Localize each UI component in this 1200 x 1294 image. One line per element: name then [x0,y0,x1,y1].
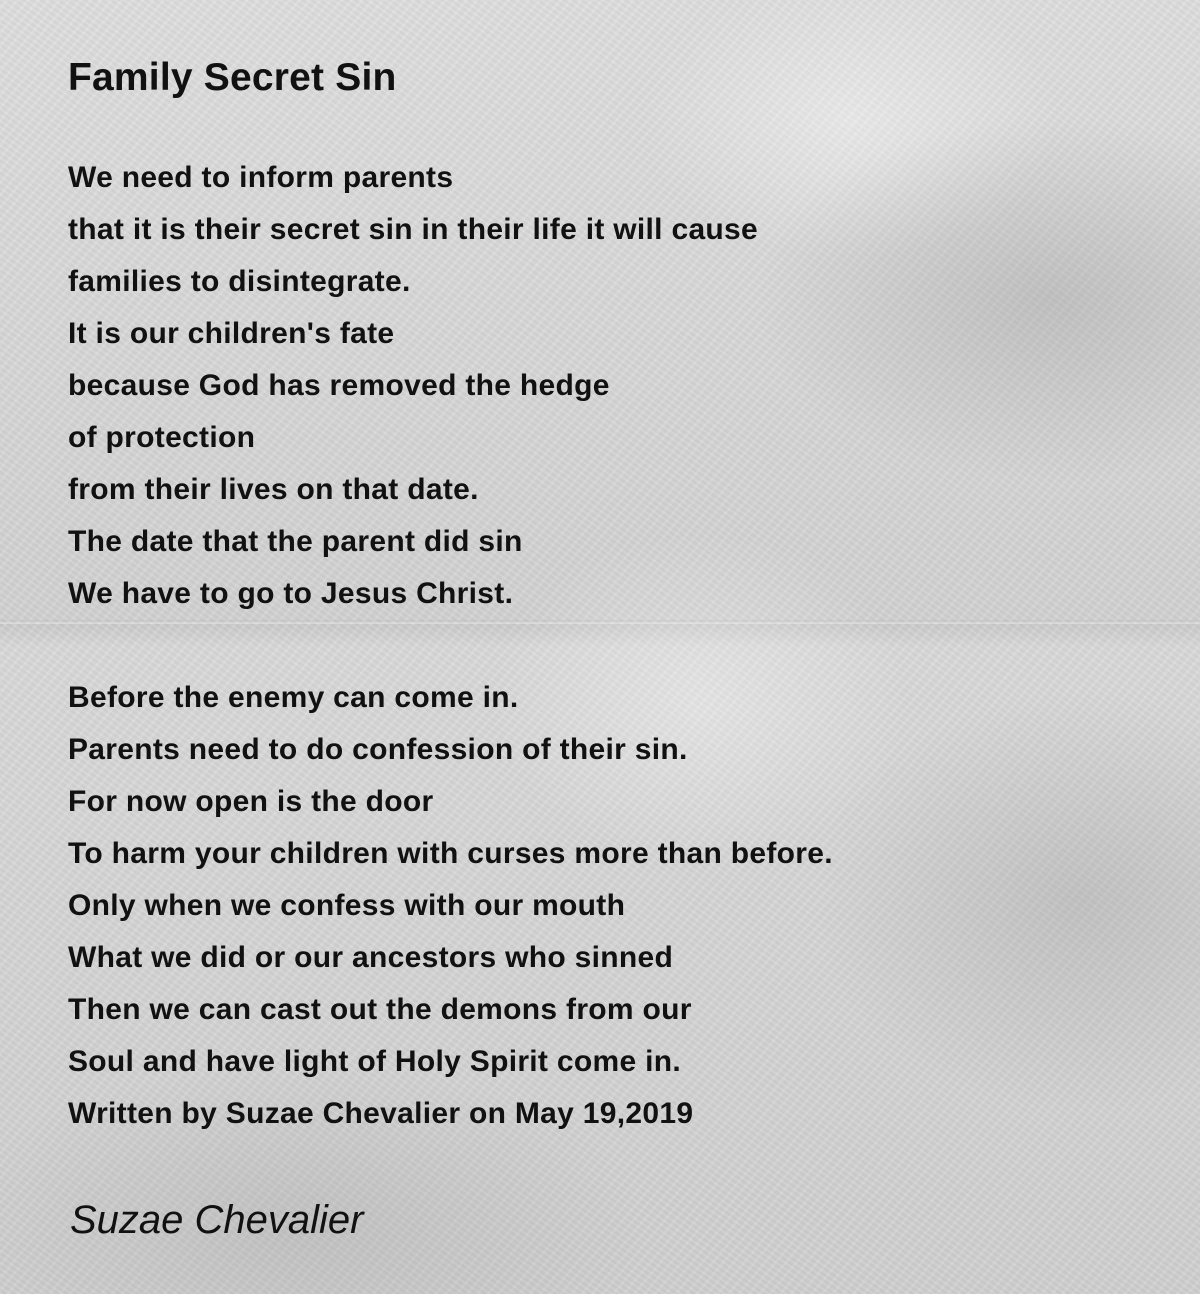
poem-line: What we did or our ancestors who sinned [68,941,674,974]
poem-line: Only when we confess with our mouth [68,889,626,922]
poem-line: We need to inform parents [68,161,454,194]
poem-line: For now open is the door [68,785,434,818]
poem-line: from their lives on that date. [68,473,479,506]
poem-line: families to disintegrate. [68,265,411,298]
poem-title: Family Secret Sin [68,56,397,99]
poem-line: Soul and have light of Holy Spirit come in. [68,1045,681,1078]
poem-author: Suzae Chevalier [70,1198,364,1242]
poem-line: We have to go to Jesus Christ. [68,577,514,610]
stanza-2 [68,672,1148,1140]
poem-line: of protection [68,421,256,454]
poem-signature-line: Written by Suzae Chevalier on May 19,2019 [68,1097,694,1130]
poem-line: that it is their secret sin in their life it will cause [68,213,759,246]
poem-line: because God has removed the hedge [68,369,610,402]
poem-line: The date that the parent did sin [68,525,523,558]
stanza-1 [68,152,1148,620]
poem-line: It is our children's fate [68,317,395,350]
poem-body [68,50,1148,1140]
poem-line: Parents need to do confession of their sin. [68,733,688,766]
poem-line: Then we can cast out the demons from our [68,993,692,1026]
poem-line: To harm your children with curses more than before. [68,837,833,870]
poem-line: Before the enemy can come in. [68,681,519,714]
